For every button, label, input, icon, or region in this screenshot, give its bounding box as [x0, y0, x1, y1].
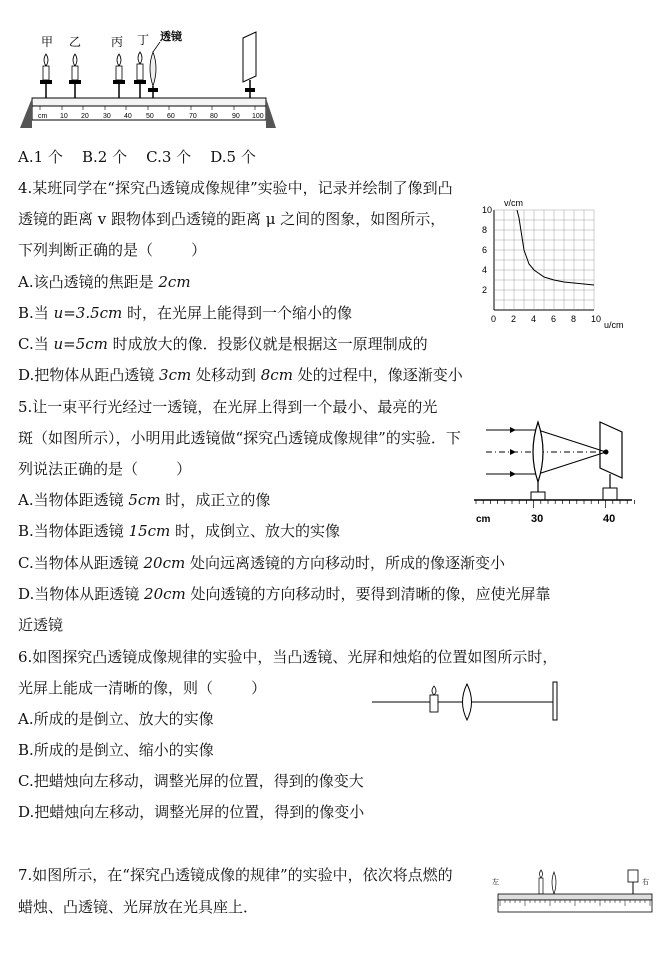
q6-option-a: A.所成的是倒立、放大的实像	[18, 710, 214, 728]
focal-length-figure	[472, 416, 642, 528]
y-tick-label: 6	[482, 245, 488, 255]
light-screen-icon	[243, 32, 256, 98]
q5-fig-unit: cm	[476, 514, 491, 525]
q5-option-a: A.当物体距透镜 5cm 时，成正立的像	[18, 491, 271, 509]
q6-option-c: C.把蜡烛向左移动，调整光屏的位置，得到的像变大	[18, 772, 364, 790]
q5-option-d-line-2: 近透镜	[18, 616, 64, 634]
q5-option-d-line-1: D.当物体从距透镜 20cm 处向透镜的方向移动时，要得到清晰的像，应使光屏靠	[18, 585, 551, 603]
q4-stem-line-2: 透镜的距离 v 跟物体到凸透镜的距离 μ 之间的图象，如图所示，	[18, 210, 446, 228]
q5-option-b: B.当物体距透镜 15cm 时，成倒立、放大的实像	[18, 522, 341, 540]
candle-lens-screen-figure	[372, 680, 572, 724]
optical-bench-figure	[10, 28, 280, 138]
q4-stem-line-1: 4.某班同学在“探究凸透镜成像规律”实验中，记录并绘制了像到凸	[18, 179, 453, 197]
label-bing: 丙	[111, 35, 124, 49]
candle-icon	[430, 686, 438, 712]
label-jia: 甲	[41, 35, 54, 49]
q5-stem-line-2: 斑（如图所示），小明用此透镜做“探究凸透镜成像规律”的实验．下	[18, 429, 461, 447]
x-tick-label: 0	[491, 314, 497, 324]
lens-icon	[463, 684, 472, 720]
chart-ylabel: v/cm	[504, 198, 523, 208]
candle-yi-icon	[69, 54, 81, 98]
x-tick-label: 4	[531, 314, 537, 324]
q5-option-c: C.当物体从距透镜 20cm 处向远离透镜的方向移动时，所成的像逐渐变小	[18, 554, 505, 572]
svg-text:60: 60	[167, 113, 175, 120]
q7-stem-line-1: 7.如图所示，在“探究凸透镜成像的规律”的实验中，依次将点燃的	[18, 866, 453, 884]
chart-xlabel: u/cm	[604, 320, 624, 330]
svg-text:20: 20	[81, 113, 89, 120]
svg-text:50: 50	[146, 113, 154, 120]
x-tick-label: 6	[551, 314, 557, 324]
y-tick-label: 4	[482, 265, 488, 275]
q7-lens-icon	[552, 872, 556, 894]
q7-stem-line-2: 蜡烛、凸透镜、光屏放在光具座上．	[18, 898, 259, 916]
lens-icon	[148, 52, 158, 98]
y-tick-label: 8	[482, 225, 488, 235]
q4-option-b: B.当 u=3.5cm 时，在光屏上能得到一个缩小的像	[18, 304, 353, 322]
q7-candle-icon	[539, 870, 543, 894]
q4-option-c: C.当 u=5cm 时成放大的像．投影仪就是根据这一原理制成的	[18, 335, 428, 353]
svg-text:100: 100	[252, 113, 264, 120]
q6-option-d: D.把蜡烛向左移动，调整光屏的位置，得到的像变小	[18, 803, 365, 821]
svg-text:70: 70	[189, 113, 197, 120]
x-tick-label: 2	[511, 314, 517, 324]
q6-stem-line-2: 光屏上能成一清晰的像，则（ ）	[18, 679, 267, 697]
y-tick-label: 2	[482, 285, 488, 295]
v-u-curve	[517, 210, 594, 285]
q7-bench-figure	[488, 864, 656, 920]
screen-icon	[553, 682, 557, 720]
q7-fig-left: 左	[492, 879, 499, 886]
bench-unit: cm	[38, 113, 48, 120]
screen-icon	[600, 422, 622, 478]
x-tick-label: 10	[591, 314, 602, 324]
q4-option-a: A.该凸透镜的焦距是 2cm	[18, 273, 191, 291]
svg-text:40: 40	[124, 113, 132, 120]
svg-text:30: 30	[103, 113, 111, 120]
q5-fig-tick-30: 30	[531, 513, 544, 525]
v-u-chart	[480, 194, 640, 339]
candle-bing-icon	[113, 54, 125, 98]
svg-text:90: 90	[232, 113, 240, 120]
svg-text:80: 80	[210, 113, 218, 120]
q7-fig-right: 右	[642, 879, 649, 886]
q4-option-d: D.把物体从距凸透镜 3cm 处移动到 8cm 处的过程中，像逐渐变小	[18, 366, 463, 384]
x-tick-label: 8	[571, 314, 577, 324]
q5-fig-tick-40: 40	[603, 513, 616, 525]
label-ding: 丁	[137, 33, 150, 47]
label-yi: 乙	[69, 35, 82, 49]
q3-options: A.1 个 B.2 个 C.3 个 D.5 个	[18, 148, 256, 166]
q7-screen-icon	[628, 870, 638, 882]
y-tick-label: 10	[482, 205, 493, 215]
candle-ding-icon	[134, 52, 146, 98]
q6-option-b: B.所成的是倒立、缩小的实像	[18, 741, 214, 759]
q4-stem-line-3: 下列判断正确的是（ ）	[18, 241, 207, 259]
q5-stem-line-1: 5.让一束平行光经过一透镜，在光屏上得到一个最小、最亮的光	[18, 398, 438, 416]
q5-stem-line-3: 列说法正确的是（ ）	[18, 460, 192, 478]
candle-jia-icon	[40, 54, 52, 98]
label-lens: 透镜	[160, 31, 182, 43]
q6-stem-line-1: 6.如图探究凸透镜成像规律的实验中，当凸透镜、光屏和烛焰的位置如图所示时，	[18, 648, 558, 666]
svg-text:10: 10	[60, 113, 68, 120]
